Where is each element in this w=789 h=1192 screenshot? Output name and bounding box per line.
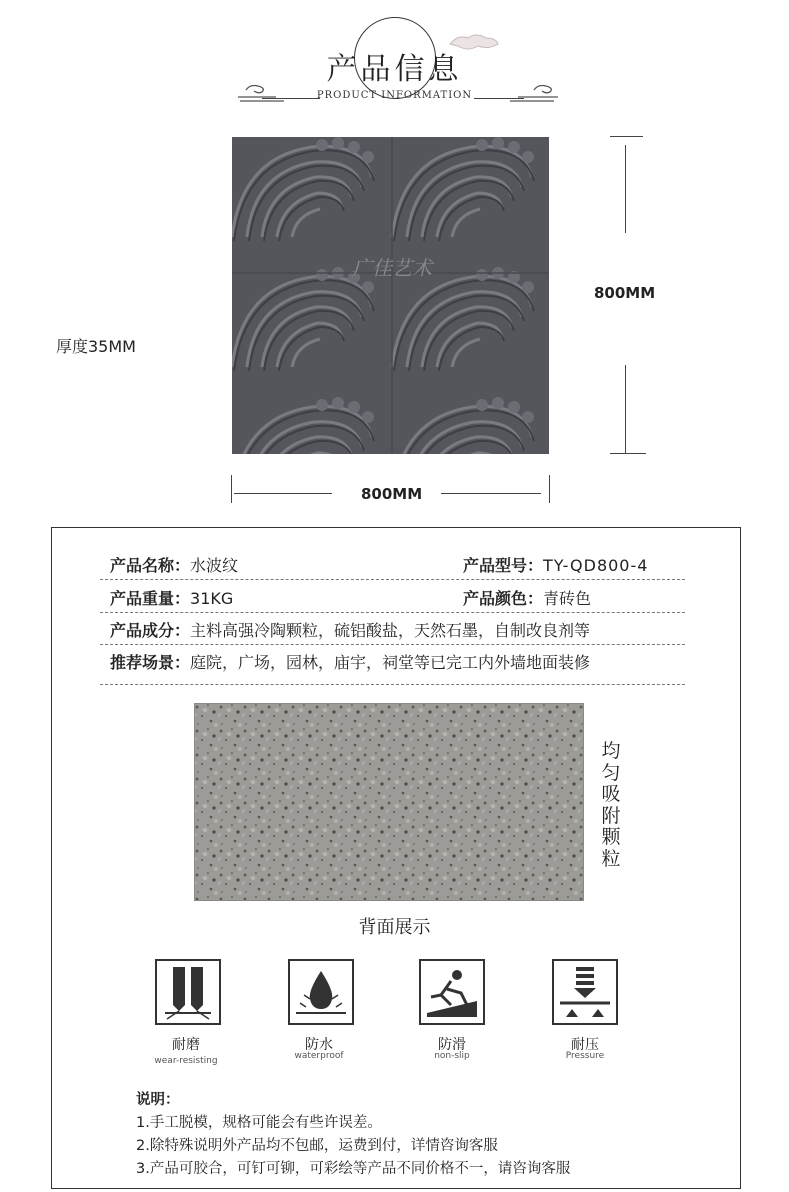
feature-sub: Pressure	[565, 1051, 605, 1061]
spec-model-label: 产品型号：	[463, 556, 544, 575]
spec-name-label: 产品名称：	[110, 556, 191, 575]
spec-color-label: 产品颜色：	[463, 589, 544, 608]
height-dimension: 800MM	[594, 284, 656, 302]
back-side-text	[600, 741, 622, 870]
pressure-icon	[552, 959, 618, 1025]
spec-row-scene	[110, 650, 685, 673]
side-char: 颗	[601, 826, 621, 848]
note-item: 1.手工脱模，规格可能会有些许误差。	[136, 1115, 382, 1131]
spec-weight-label: 产品重量：	[110, 589, 191, 608]
height-marker-bottom	[610, 453, 646, 454]
divider	[100, 579, 685, 580]
feature-sub: non-slip	[434, 1051, 470, 1061]
spec-weight-value: 31KG	[190, 589, 234, 608]
divider	[100, 612, 685, 613]
side-char: 粒	[601, 847, 621, 870]
product-panel-image	[232, 137, 549, 454]
notes-title: 说明：	[136, 1092, 180, 1108]
spec-name-value: 水波纹	[190, 556, 239, 575]
non-slip-icon	[419, 959, 485, 1025]
spec-model-value: TY-QD800-4	[543, 556, 649, 575]
feature-label: 防水	[305, 1037, 333, 1053]
waterproof-icon	[288, 959, 354, 1025]
spec-composition-value: 主料高强冷陶颗粒，硫铝酸盐，天然石墨，自制改良剂等	[190, 621, 591, 640]
width-marker-line-right	[441, 493, 541, 494]
side-char: 均	[601, 740, 621, 762]
height-marker-line-bottom	[625, 365, 626, 453]
height-marker-line-top	[625, 145, 626, 233]
side-char: 附	[601, 804, 621, 827]
side-char: 匀	[601, 761, 621, 784]
spec-composition-label: 产品成分：	[110, 621, 191, 640]
spec-row-model	[463, 553, 683, 576]
page-subtitle: PRODUCT INFORMATION	[316, 90, 473, 101]
feature-sub: waterproof	[294, 1051, 344, 1061]
width-dimension: 800MM	[361, 485, 423, 503]
side-char: 吸	[601, 783, 621, 805]
wear-resist-icon	[155, 959, 221, 1025]
feature-label: 耐磨	[172, 1037, 200, 1053]
spec-scene-value: 庭院，广场，园林，庙宇，祠堂等已完工内外墙地面装修	[190, 653, 591, 672]
watermark-text: 广佳艺术	[352, 256, 432, 280]
note-item: 3.产品可胶合，可钉可铆，可彩绘等产品不同价格不一，请咨询客服	[136, 1161, 571, 1177]
thickness-dimension: 厚度35MM	[56, 337, 136, 356]
page-title: 产品信息	[326, 52, 463, 87]
spec-color-value: 青砖色	[543, 589, 592, 608]
height-marker-top	[610, 136, 643, 137]
width-marker-left	[231, 475, 232, 503]
back-texture-image	[194, 703, 584, 901]
spec-row-color	[463, 586, 683, 609]
note-item: 2.除特殊说明外产品均不包邮，运费到付，详情咨询客服	[136, 1138, 498, 1154]
divider	[100, 644, 685, 645]
feature-label: 耐压	[571, 1037, 599, 1053]
feature-label: 防滑	[438, 1037, 466, 1053]
feature-sub: wear-resisting	[154, 1056, 218, 1066]
width-marker-right	[549, 475, 550, 503]
spec-scene-label: 推荐场景：	[110, 653, 191, 672]
width-marker-line-left	[234, 493, 332, 494]
divider	[100, 684, 685, 685]
spec-row-composition	[110, 618, 685, 641]
back-caption: 背面展示	[358, 917, 431, 938]
